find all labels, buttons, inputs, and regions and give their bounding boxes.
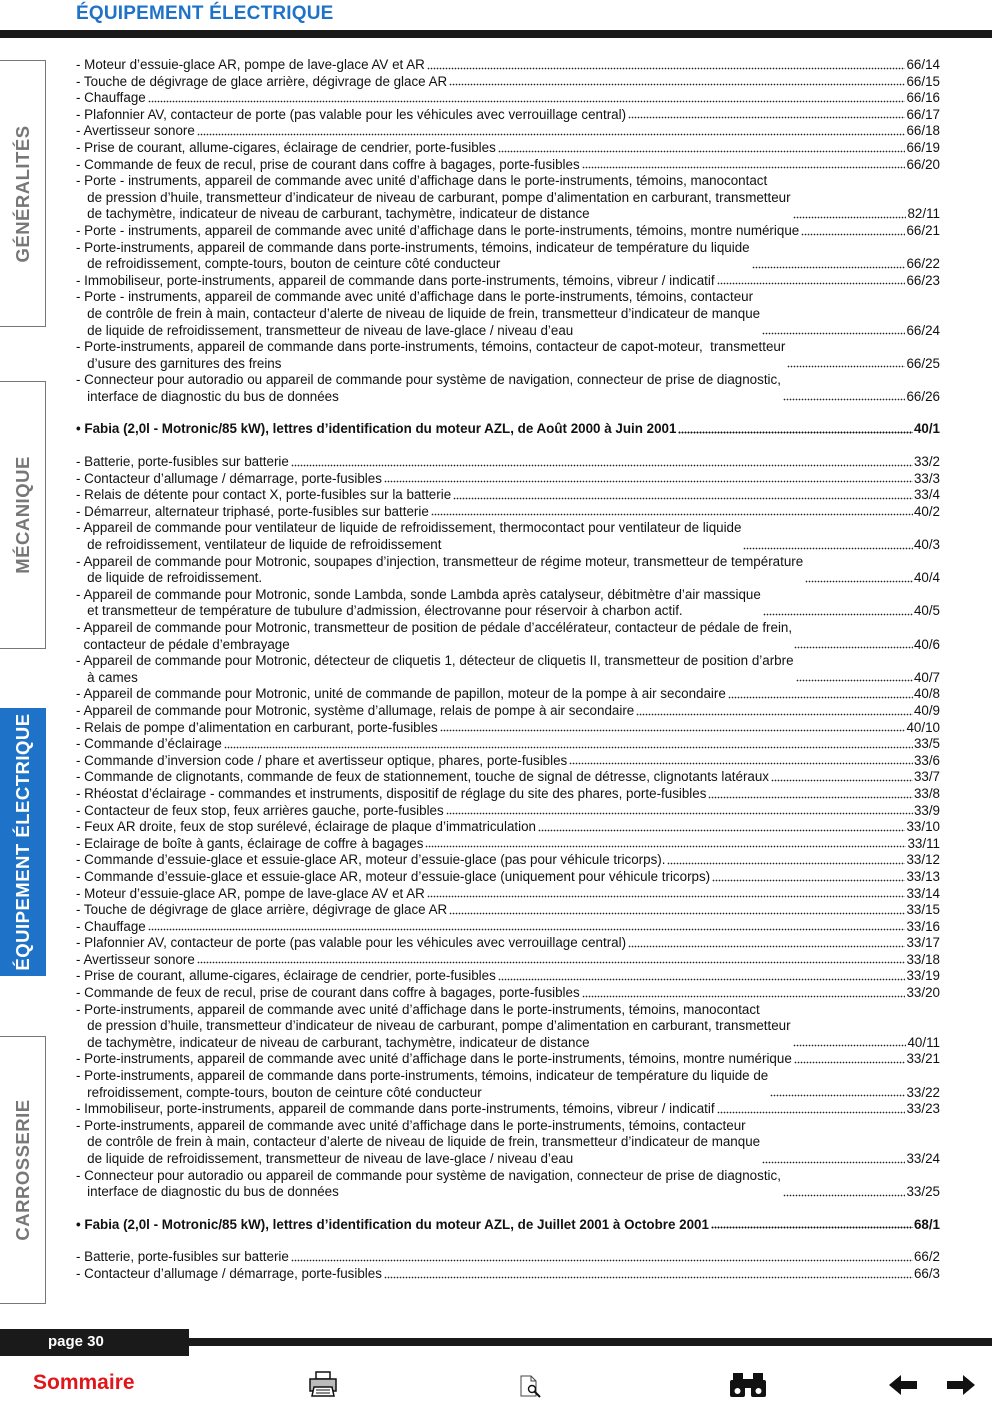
toc-entry-page: 33/2 <box>913 454 940 470</box>
dot-leader <box>498 978 906 981</box>
toc-entry-page: 33/25 <box>906 1184 940 1200</box>
toc-entry-title: - Porte-instruments, appareil de commande dans porte-instruments, témoins, indicateur de température du liquide de refroidissement, compte-tours, bouton de ceinture côté conducteur <box>76 1068 769 1100</box>
toc-entry[interactable] <box>76 786 940 803</box>
toc-entry-title: - Porte - instruments, appareil de commande avec unité d’affichage dans le porte-instruments, témoins, contacteur de contrôle de frein à main, contacteur d’alerte de niveau de liquide de frein, transmetteur d’indicateur de manque de liquide de refroidissement, transmetteur de niveau de lave-glace / niveau d’eau <box>76 289 761 338</box>
dot-leader <box>771 779 913 782</box>
toc-entry[interactable] <box>76 968 940 985</box>
dot-leader <box>384 1276 913 1279</box>
dot-leader <box>796 679 913 682</box>
toc-entry-page: 33/10 <box>906 819 940 835</box>
toc-entry-page: 40/5 <box>913 603 940 619</box>
toc-entry-page: 66/22 <box>906 256 940 272</box>
toc-entry-title: - Avertisseur sonore <box>76 951 195 967</box>
toc-entry[interactable] <box>76 1118 940 1168</box>
toc-entry-page: 33/8 <box>913 785 940 801</box>
side-tab-label: MÉCANIQUE <box>11 456 33 574</box>
page-number: page 30 <box>0 1329 189 1356</box>
toc-entry[interactable] <box>76 339 940 372</box>
dot-leader <box>667 862 905 865</box>
toc-entry-title: - Moteur d’essuie-glace AR, pompe de lave-glace AV et AR <box>76 57 425 72</box>
side-tab-carrosserie[interactable] <box>0 1036 46 1304</box>
toc-entry-title: - Appareil de commande pour Motronic, détecteur de cliquetis 1, détecteur de cliquetis II, transmetteur de position d’arbre à cames <box>76 653 794 685</box>
toc-entry-page: 33/22 <box>906 1084 940 1100</box>
toc-entry-page: 33/16 <box>906 918 940 934</box>
header-bar <box>0 30 992 38</box>
dot-leader <box>728 696 913 699</box>
toc-entry[interactable] <box>76 720 940 737</box>
dot-leader <box>440 729 906 732</box>
toc-entry-page: 33/13 <box>906 868 940 884</box>
dot-leader <box>453 497 913 500</box>
dot-leader <box>762 1161 905 1164</box>
binoculars-icon[interactable] <box>728 1370 768 1400</box>
toc-entry[interactable] <box>76 587 940 620</box>
toc-entry[interactable] <box>76 869 940 886</box>
toc-entry-page: 66/2 <box>913 1249 940 1265</box>
toc-group-b <box>76 454 940 1201</box>
dot-leader <box>446 812 913 815</box>
toc-entry-page: 33/7 <box>913 769 940 785</box>
toc-entry[interactable] <box>76 1068 940 1101</box>
arrow-left-icon[interactable] <box>888 1374 918 1396</box>
toc-entry-title: - Plafonnier AV, contacteur de porte (pas valable pour les véhicules avec verrouillage central) <box>76 935 627 951</box>
toc-entry[interactable] <box>76 852 940 869</box>
toc-entry-title: - Connecteur pour autoradio ou appareil de commande pour système de navigation, connecteur de prise de diagnostic, interface de diagnostic du bus de données <box>76 372 781 404</box>
toc-entry[interactable] <box>76 223 940 240</box>
dot-leader <box>793 1044 907 1047</box>
toc-entry[interactable] <box>76 372 940 405</box>
toc-entry-title: - Commande de clignotants, commande de feux de stationnement, touche de signal de détresse, clignotants latéraux <box>76 769 770 785</box>
toc-entry[interactable] <box>76 173 940 223</box>
toc-entry[interactable] <box>76 520 940 553</box>
dot-leader <box>449 912 905 915</box>
toc-entry-title: - Contacteur d’allumage / démarrage, porte-fusibles <box>76 1265 382 1281</box>
toc-heading-text: • Fabia (2,0l - Motronic/85 kW), lettres d’identification du moteur AZL, de Juillet 2001 à Octobre 2001 <box>76 1216 709 1232</box>
dot-leader <box>148 100 906 103</box>
toc-entry-page: 33/9 <box>913 802 940 818</box>
toc-entry-title: - Commande d’inversion code / phare et avertisseur optique, phares, porte-fusibles <box>76 752 568 768</box>
toc-entry-page: 66/24 <box>906 322 940 338</box>
toc-entry-title: - Appareil de commande pour Motronic, unité de commande de papillon, moteur de la pompe à air secondaire <box>76 686 726 702</box>
toc-entry-page: 66/14 <box>906 57 940 72</box>
dot-leader <box>763 613 913 616</box>
toc-entry-page: 33/20 <box>906 985 940 1001</box>
dot-leader <box>538 829 905 832</box>
toc-entry-title: - Eclairage de boîte à gants, éclairage de coffre à bagages <box>76 835 424 851</box>
toc-entry-page: 33/19 <box>906 968 940 984</box>
toc-entry-page: 66/19 <box>906 139 940 155</box>
toc-entry-page: 66/3 <box>913 1265 940 1281</box>
dot-leader <box>628 945 905 948</box>
dot-leader <box>636 713 913 716</box>
toc-entry[interactable] <box>76 803 940 820</box>
toc-entry-title: - Commande d’essuie-glace et essuie-glace AR, moteur d’essuie-glace (pas pour véhicule tricorps). <box>76 852 666 868</box>
side-tab-generalites[interactable] <box>0 60 46 327</box>
dot-leader <box>783 1194 906 1197</box>
toc-entry[interactable] <box>76 703 940 720</box>
toc-entry-title: - Contacteur d’allumage / démarrage, porte-fusibles <box>76 470 382 486</box>
toc-entry[interactable] <box>76 140 940 157</box>
toc-entry-page: 66/16 <box>906 90 940 106</box>
toc-entry-title: - Démarreur, alternateur triphasé, porte-fusibles sur batterie <box>76 503 429 519</box>
toc-entry-page: 40/7 <box>913 669 940 685</box>
dot-leader <box>794 1061 906 1064</box>
toc-heading-text: • Fabia (2,0l - Motronic/85 kW), lettres d’identification du moteur AZL, de Août 2000 à Juin 2001 <box>76 421 677 437</box>
toc-entry-page: 40/8 <box>913 686 940 702</box>
side-tab-label: ÉQUIPEMENT ÉLECTRIQUE <box>11 713 33 971</box>
printer-icon[interactable] <box>307 1370 339 1398</box>
toc-entry-page: 33/21 <box>906 1051 940 1067</box>
toc-entry-page: 33/4 <box>913 487 940 503</box>
toc-entry-title: - Prise de courant, allume-cigares, éclairage de cendrier, porte-fusibles <box>76 139 496 155</box>
toc-entry[interactable] <box>76 107 940 124</box>
toc-entry[interactable] <box>76 74 940 91</box>
page-title: ÉQUIPEMENT ÉLECTRIQUE <box>76 3 334 24</box>
toc-entry[interactable] <box>76 952 940 969</box>
toc-entry-title: - Appareil de commande pour Motronic, système d’allumage, relais de pompe à air secondaire <box>76 702 635 718</box>
toc-entry-title: - Porte-instruments, appareil de commande avec unité d’affichage dans le porte-instruments, témoins, contacteur de contrôle de frein à main, contacteur d’alerte de niveau de liquide de frein, transmetteur d’indicateur de manque de liquide de refroidissement, transmetteur de niveau de lave-glace / niveau d’eau <box>76 1117 761 1166</box>
dot-leader <box>569 762 913 765</box>
toc-entry-page: 33/11 <box>907 835 940 851</box>
dot-leader <box>291 464 913 467</box>
toc-entry[interactable] <box>76 1168 940 1201</box>
dot-leader <box>291 1259 913 1262</box>
toc-entry-title: - Chauffage <box>76 918 146 934</box>
dot-leader <box>787 365 905 368</box>
toc-entry-title: - Commande de feux de recul, prise de courant dans coffre à bagages, porte-fusibles <box>76 156 580 172</box>
toc-entry-page: 66/18 <box>906 123 940 139</box>
toc-entry[interactable] <box>76 653 940 686</box>
toc-entry-page: 40/10 <box>906 719 940 735</box>
toc-entry-title: - Contacteur de feux stop, feux arrières gauche, porte-fusibles <box>76 802 444 818</box>
toc-entry[interactable] <box>76 1101 940 1118</box>
toc-entry[interactable] <box>76 769 940 786</box>
toc-entry-title: - Commande d’essuie-glace et essuie-glace AR, moteur d’essuie-glace (uniquement pour véhicule tricorps) <box>76 868 711 884</box>
toc-entry-title: - Immobiliseur, porte-instruments, appareil de commande dans porte-instruments, témoins, vibreur / indicatif <box>76 272 715 288</box>
dot-leader <box>805 580 913 583</box>
toc-entry[interactable] <box>76 886 940 903</box>
toc-entry[interactable] <box>76 240 940 273</box>
toc-entry-page: 33/18 <box>906 951 940 967</box>
toc-entry-title: - Porte - instruments, appareil de commande avec unité d’affichage dans le porte-instruments, témoins, montre numérique <box>76 222 800 238</box>
toc-entry[interactable] <box>76 123 940 140</box>
table-of-contents <box>76 57 940 1283</box>
toc-entry-title: - Connecteur pour autoradio ou appareil de commande pour système de navigation, connecteur de prise de diagnostic, interface de diagnostic du bus de données <box>76 1167 781 1200</box>
dot-leader <box>498 150 906 153</box>
toc-entry[interactable] <box>76 1051 940 1068</box>
dot-leader <box>717 1111 906 1114</box>
toc-entry-page: 66/20 <box>906 156 940 172</box>
dot-leader <box>224 746 913 749</box>
toc-entry-title: - Relais de pompe d’alimentation en carburant, porte-fusibles <box>76 719 438 735</box>
toc-entry[interactable] <box>76 753 940 770</box>
toc-entry[interactable] <box>76 836 940 853</box>
toc-entry-page: 40/11 <box>907 1034 940 1050</box>
dot-leader <box>712 879 905 882</box>
side-tab-equipement-electrique[interactable] <box>0 708 46 976</box>
toc-entry-page: 33/15 <box>906 902 940 918</box>
toc-entry-page: 33/6 <box>913 752 940 768</box>
toc-entry-page: 33/24 <box>906 1151 940 1166</box>
toc-entry-title: - Batterie, porte-fusibles sur batterie <box>76 1249 289 1265</box>
toc-entry-title: - Commande d’éclairage <box>76 736 222 752</box>
dot-leader <box>197 133 906 136</box>
toc-section-heading[interactable] <box>76 1217 940 1234</box>
dot-leader <box>582 995 906 998</box>
toc-entry-page: 82/11 <box>907 206 940 222</box>
side-tab-label: CARROSSERIE <box>11 1099 33 1241</box>
toc-entry-title: - Porte-instruments, appareil de commande avec unité d’affichage dans le porte-instruments, témoins, manocontact de pression d’huile, transmetteur d’indicateur de niveau de carburant, pompe d’alimentation en carburant, transmetteur de tachymètre, indicateur de niveau de carburant, tachymètre, indicateur de distance <box>76 1001 791 1050</box>
dot-leader <box>770 1094 905 1097</box>
dot-leader <box>148 928 906 931</box>
toc-entry-page: 66/26 <box>906 388 940 404</box>
toc-entry[interactable] <box>76 471 940 488</box>
sommaire-link[interactable]: Sommaire <box>33 1371 135 1394</box>
dot-leader <box>197 961 906 964</box>
toc-entry-page: 66/15 <box>906 73 940 89</box>
toc-entry-title: - Appareil de commande pour Motronic, soupapes d’injection, transmetteur de régime moteur, transmetteur de température de liquide de refroidissement. <box>76 553 804 586</box>
toc-entry-title: - Commande de feux de recul, prise de courant dans coffre à bagages, porte-fusibles <box>76 985 580 1001</box>
toc-heading-page: 40/1 <box>913 421 940 437</box>
toc-entry[interactable] <box>76 736 940 753</box>
toc-entry-title: - Porte-instruments, appareil de commande dans porte-instruments, témoins, indicateur de température du liquide de refroidissement, compte-tours, bouton de ceinture côté conducteur <box>76 239 750 272</box>
dot-leader <box>678 431 913 434</box>
toc-entry-title: - Moteur d’essuie-glace AR, pompe de lave-glace AV et AR <box>76 885 425 901</box>
toc-entry-title: - Relais de détente pour contact X, porte-fusibles sur la batterie <box>76 487 452 503</box>
toc-entry-page: 66/25 <box>906 355 940 371</box>
dot-leader <box>582 166 906 169</box>
toc-entry[interactable] <box>76 620 940 653</box>
dot-leader <box>427 895 906 898</box>
toc-entry-page: 33/5 <box>913 736 940 752</box>
toc-entry-title: - Immobiliseur, porte-instruments, appareil de commande dans porte-instruments, témoins, vibreur / indicatif <box>76 1101 715 1117</box>
dot-leader <box>425 845 906 848</box>
toc-entry-title: - Porte-instruments, appareil de commande dans porte-instruments, témoins, contacteur de capot-moteur, transmetteur d’usure des garnitures des freins <box>76 339 786 371</box>
zoom-document-icon[interactable] <box>518 1374 544 1398</box>
toc-entry[interactable] <box>76 554 940 587</box>
toc-entry[interactable] <box>76 1249 940 1266</box>
toc-entry-title: - Prise de courant, allume-cigares, éclairage de cendrier, porte-fusibles <box>76 968 496 984</box>
toc-entry[interactable] <box>76 686 940 703</box>
toc-entry[interactable] <box>76 504 940 521</box>
dot-leader <box>711 1226 913 1229</box>
toc-entry-page: 40/4 <box>913 570 940 586</box>
toc-entry[interactable] <box>76 90 940 107</box>
toc-entry-page: 40/3 <box>913 537 940 553</box>
toc-entry-title: - Porte-instruments, appareil de commande avec unité d’affichage dans le porte-instruments, témoins, montre numérique <box>76 1051 792 1067</box>
toc-entry[interactable] <box>76 273 940 290</box>
toc-entry-page: 33/14 <box>906 885 940 901</box>
dot-leader <box>431 513 913 516</box>
dot-leader <box>743 547 912 550</box>
dot-leader <box>449 83 905 86</box>
dot-leader <box>762 332 905 335</box>
toc-entry-page: 66/23 <box>906 272 940 288</box>
dot-leader <box>793 216 907 219</box>
toc-entry[interactable] <box>76 487 940 504</box>
toc-entry-title: - Touche de dégivrage de glace arrière, dégivrage de glace AR <box>76 73 448 89</box>
toc-entry-page: 33/23 <box>906 1101 940 1117</box>
toc-entry-title: - Appareil de commande pour ventilateur de liquide de refroidissement, thermocontact pour ventilateur de liquide de refroidissement, ventilateur de liquide de refroidissement <box>76 520 742 553</box>
toc-entry-title: - Appareil de commande pour Motronic, transmetteur de position de pédale d’accélérateur, contacteur de pédale de frein, contacteur de pédale d’embrayage <box>76 620 793 652</box>
toc-entry-title: - Rhéostat d’éclairage - commandes et instruments, dispositif de réglage du site des phares, porte-fusibles <box>76 785 707 801</box>
dot-leader <box>752 266 906 269</box>
arrow-right-icon[interactable] <box>946 1374 976 1396</box>
toc-entry-title: - Porte - instruments, appareil de commande avec unité d’affichage dans le porte-instruments, témoins, manocontact de pression d’huile, transmetteur d’indicateur de niveau de carburant, pompe d’alimentation en carburant, transmetteur de tachymètre, indicateur de niveau de carburant, tachymètre, indicateur de distance <box>76 173 791 222</box>
toc-heading-page: 68/1 <box>913 1216 940 1232</box>
toc-entry-page: 66/21 <box>906 222 940 238</box>
toc-group-a <box>76 57 940 405</box>
dot-leader <box>717 282 906 285</box>
toc-entry[interactable] <box>76 157 940 174</box>
toc-entry-page: 40/2 <box>913 503 940 519</box>
toc-entry[interactable] <box>76 985 940 1002</box>
toc-entry-page: 66/17 <box>906 106 940 122</box>
toc-entry-page: 40/6 <box>913 636 940 652</box>
toc-entry-page: 33/3 <box>913 470 940 486</box>
toc-entry[interactable] <box>76 1002 940 1052</box>
toc-entry-title: - Plafonnier AV, contacteur de porte (pas valable pour les véhicules avec verrouillage central) <box>76 106 627 122</box>
toc-entry-title: - Batterie, porte-fusibles sur batterie <box>76 454 289 470</box>
dot-leader <box>384 480 913 483</box>
toc-entry[interactable] <box>76 289 940 339</box>
side-tab-mecanique[interactable] <box>0 381 46 649</box>
side-tab-label: GÉNÉRALITÉS <box>11 124 33 263</box>
toc-entry-title: - Chauffage <box>76 90 146 106</box>
toc-entry-title: - Feux AR droite, feux de stop surélevé, éclairage de plaque d’immatriculation <box>76 819 536 835</box>
toc-entry[interactable] <box>76 819 940 836</box>
toc-entry[interactable] <box>76 935 940 952</box>
dot-leader <box>783 398 906 401</box>
toc-entry[interactable] <box>76 919 940 936</box>
toc-entry-page: 33/12 <box>906 852 940 868</box>
toc-entry-title: - Avertisseur sonore <box>76 123 195 139</box>
dot-leader <box>628 116 905 119</box>
toc-entry[interactable] <box>76 57 940 74</box>
dot-leader <box>708 796 913 799</box>
toc-entry-title: - Appareil de commande pour Motronic, sonde Lambda, sonde Lambda après catalyseur, débitmètre d’air massique et transmetteur de température de tubulure d’admission, électrovanne pour réservoir à charbon actif. <box>76 586 761 619</box>
toc-section-heading[interactable] <box>76 421 940 438</box>
toc-entry-page: 33/17 <box>906 935 940 951</box>
dot-leader <box>794 646 913 649</box>
toc-entry[interactable] <box>76 1266 940 1283</box>
toc-entry-title: - Touche de dégivrage de glace arrière, dégivrage de glace AR <box>76 902 448 918</box>
toc-entry[interactable] <box>76 902 940 919</box>
toc-entry-page: 40/9 <box>913 702 940 718</box>
toc-group-c <box>76 1249 940 1282</box>
dot-leader <box>427 67 906 70</box>
dot-leader <box>801 233 905 236</box>
toc-entry[interactable] <box>76 454 940 471</box>
